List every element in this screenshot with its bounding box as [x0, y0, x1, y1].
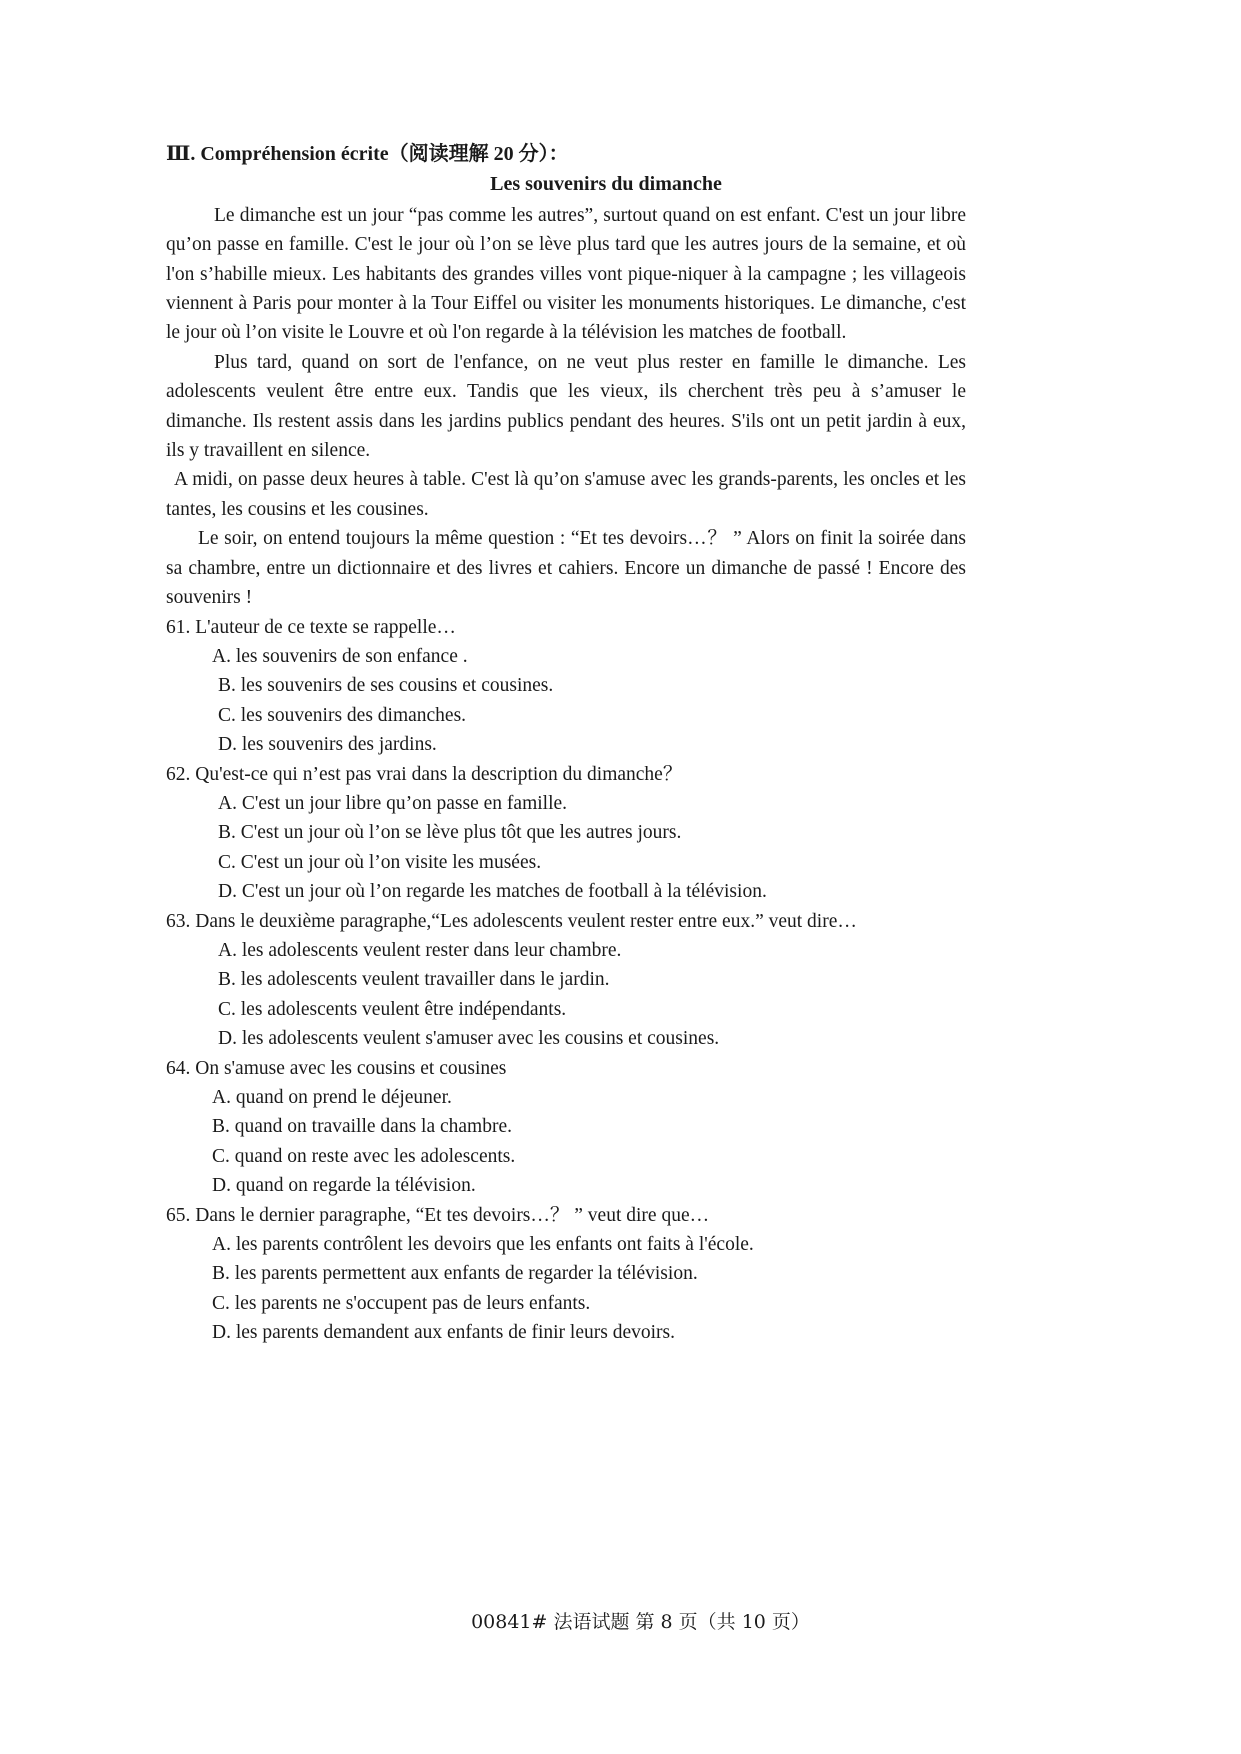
option-d: D. les souvenirs des jardins.	[218, 734, 437, 756]
option-b: B. quand on travaille dans la chambre.	[212, 1116, 512, 1138]
question-61	[166, 613, 966, 760]
page-footer: 00841# 法语试题 第 8 页（共 10 页）	[471, 1611, 810, 1633]
passage-paragraph-2: Plus tard, quand on sort de l'enfance, on ne veut plus rester en famille le dimanche. Les adolescents veulent être entre eux. Tandis que les vieux, ils cherchent très peu à s’amuser le dimanche. Ils restent assis dans les jardins publics pendant des heures. S'ils ont un petit jardin à eux, ils y travaillent en silence.	[166, 351, 966, 462]
question-text: 63. Dans le deuxième paragraphe,“Les adolescents veulent rester entre eux.” veut dire…	[166, 910, 857, 932]
option-b: B. les adolescents veulent travailler dans le jardin.	[218, 969, 610, 991]
question-text: 62. Qu'est-ce qui n’est pas vrai dans la description du dimanche？	[166, 763, 683, 785]
passage-paragraph-3: A midi, on passe deux heures à table. C'est là qu’on s'amuse avec les grands-parents, les oncles et les tantes, les cousins et les cousines.	[166, 469, 966, 520]
option-b: B. les parents permettent aux enfants de regarder la télévision.	[212, 1263, 698, 1285]
option-d: D. quand on regarde la télévision.	[212, 1175, 476, 1197]
option-d: D. C'est un jour où l’on regarde les matches de football à la télévision.	[218, 881, 767, 903]
option-c: C. les adolescents veulent être indépendants.	[218, 998, 567, 1020]
option-b: B. C'est un jour où l’on se lève plus tôt que les autres jours.	[218, 822, 682, 844]
passage-paragraph-1: Le dimanche est un jour “pas comme les autres”, surtout quand on est enfant. C'est un jour libre qu’on passe en famille. C'est le jour où l’on se lève plus tard que les autres jours de la semaine, et où l'on s’habille mieux. Les habitants des grandes villes vont pique-niquer à la campagne ; les villageois viennent à Paris pour monter à la Tour Eiffel ou visiter les monuments historiques. Le dimanche, c'est le jour où l’on visite le Louvre et où l'on regarde à la télévision les matches de football.	[166, 204, 966, 344]
option-d: D. les parents demandent aux enfants de finir leurs devoirs.	[212, 1322, 675, 1344]
option-a: A. les parents contrôlent les devoirs que les enfants ont faits à l'école.	[212, 1234, 754, 1256]
passage-paragraph-4: Le soir, on entend toujours la même question : “Et tes devoirs…？ ” Alors on finit la soirée dans sa chambre, entre un dictionnaire et des livres et cahiers. Encore un dimanche de passé ! Encore des souvenirs !	[166, 528, 966, 609]
page-content	[166, 140, 966, 1348]
option-a: A. C'est un jour libre qu’on passe en famille.	[218, 792, 568, 814]
question-62	[166, 760, 966, 907]
option-c: C. les souvenirs des dimanches.	[218, 704, 467, 726]
question-text: 64. On s'amuse avec les cousins et cousines	[166, 1057, 507, 1079]
option-a: A. les adolescents veulent rester dans leur chambre.	[218, 939, 622, 961]
option-c: C. quand on reste avec les adolescents.	[212, 1145, 516, 1167]
question-63	[166, 907, 966, 1054]
option-c: C. C'est un jour où l’on visite les musées.	[218, 851, 542, 873]
passage-title: Les souvenirs du dimanche	[490, 173, 722, 196]
option-d: D. les adolescents veulent s'amuser avec les cousins et cousines.	[218, 1028, 720, 1050]
option-c: C. les parents ne s'occupent pas de leurs enfants.	[212, 1292, 591, 1314]
question-text: 65. Dans le dernier paragraphe, “Et tes devoirs…？ ” veut dire que…	[166, 1204, 710, 1226]
section-title: Ⅲ. Compréhension écrite（阅读理解 20 分）：	[166, 143, 569, 165]
question-64	[166, 1054, 966, 1201]
question-text: 61. L'auteur de ce texte se rappelle…	[166, 616, 456, 638]
option-a: A. les souvenirs de son enfance .	[212, 645, 468, 667]
option-b: B. les souvenirs de ses cousins et cousines.	[218, 675, 554, 697]
option-a: A. quand on prend le déjeuner.	[212, 1087, 452, 1108]
question-65	[166, 1201, 966, 1348]
